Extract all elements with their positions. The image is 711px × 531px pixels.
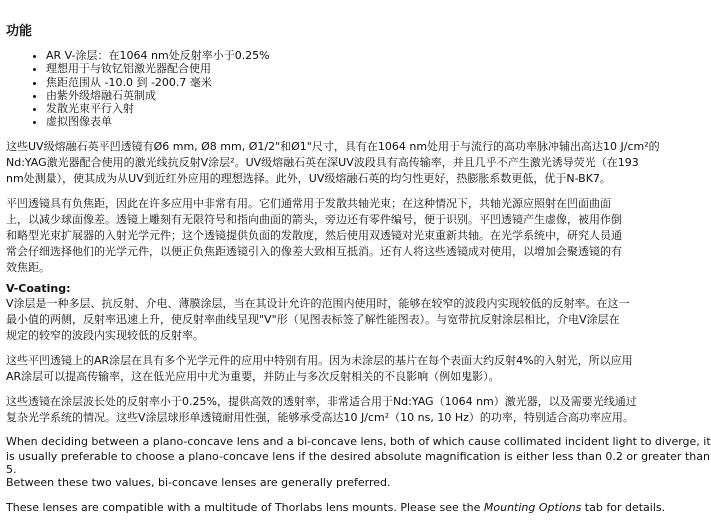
mounting-options-link[interactable]: Mounting Options	[483, 501, 582, 514]
text-line: 这些UV级熔融石英平凹透镜有Ø6 mm, Ø8 mm, Ø1/2"和Ø1"尺寸，具有在1064 nm处用于与流行的高功率脉冲辅出高达10 J/cm²的	[6, 140, 660, 153]
text-line: 最小值的两侧，反射率迅速上升，使反射率曲线呈现"V"形（见图表标签了解性能图表）。与宽带抗反射涂层相比，介电V涂层在	[6, 313, 620, 326]
text-line: is usually preferable to choose a plano-concave lens if the desired absolute magnification is either less than 0.2 or greater than	[6, 450, 710, 463]
text-line: When deciding between a plano-concave lens and a bi-concave lens, both of which cause collimated incident light to diverge, it	[6, 435, 711, 448]
paragraph-mounts	[6, 500, 665, 516]
list-item: • AR V-涂层：在1064 nm处反射率小于0.25%	[46, 49, 270, 62]
section-heading-v-coating: V-Coating:	[6, 282, 71, 295]
text-line: 这些平凹透镜上的AR涂层在具有多个光学元件的应用中特别有用。因为未涂层的基片在每个表面大约反射4%的入射光，所以应用	[6, 354, 633, 367]
text-line: 和略型光束扩展器的入射光学元件；这个透镜提供负面的发散度，然后使用双透镜对光束重新共轴。在光学系统中，研究人员通	[6, 229, 622, 242]
text-line: AR涂层可以提高传输率，这在低光应用中尤为重要，并防止与多次反射相关的不良影响（例如鬼影）。	[6, 370, 500, 383]
text-line: 复杂光学系统的情况。这些V涂层球形单透镜耐用性强，能够承受高达10 J/cm²（10 ns, 10 Hz）的功率，特别适合高功率应用。	[6, 411, 634, 424]
list-item: • 发散光束平行入射	[46, 102, 270, 115]
text-line: 常会仔细选择他们的光学元件，以便正负焦距透镜引入的像差大致相互抵消。还有人将这些透镜成对使用，以增加会聚透镜的有	[6, 245, 622, 258]
text-line: nm处测量），使其成为从UV到近红外应用的理想选择。此外，UV级熔融石英的均匀性更好，热膨胀系数更低，优于N-BK7。	[6, 172, 611, 185]
page-title: 功能	[6, 24, 33, 39]
list-item: • 虚拟图像表单	[46, 115, 270, 128]
text-line: 这些透镜在涂层波长处的反射率小于0.25%，提供高效的透射率，非常适合用于Nd:YAG（1064 nm）激光器，以及需要光线通过	[6, 395, 637, 408]
text-line: Between these two values, bi-concave lenses are generally preferred.	[6, 476, 391, 489]
list-item: • 理想用于与钕钇铝激光器配合使用	[46, 62, 270, 75]
text-line: Nd:YAG激光器配合使用的激光线抗反射V涂层²。UV级熔融石英在深UV波段具有高传输率，并且几乎不产生激光诱导荧光（在193	[6, 156, 639, 169]
text-line: 5.	[6, 463, 17, 476]
text-line: V涂层是一种多层、抗反射、介电、薄膜涂层，当在其设计允许的范围内使用时，能够在较窄的波段内实现较低的反射率。在这一	[6, 297, 630, 310]
list-item: • 焦距范围从 -10.0 到 -200.7 毫米	[46, 76, 270, 89]
feature-list	[6, 49, 270, 129]
text-line: 效焦距。	[6, 261, 50, 274]
text-line: 规定的较窄的波段内实现较低的反射率。	[6, 329, 204, 342]
list-item: • 由紫外级熔融石英制成	[46, 89, 270, 102]
text-line: 上，以减少球面像差。透镜上雕刻有无限符号和指向曲面的箭头，旁边还有零件编号，便于识别。平凹透镜产生虚像，被用作倒	[6, 213, 622, 226]
mounts-text-before: These lenses are compatible with a multitude of Thorlabs lens mounts. Please see the	[6, 501, 484, 514]
text-line: 平凹透镜具有负焦距，因此在许多应用中非常有用。它们通常用于发散共轴光束；在这种情况下，共轴光源应照射在凹面曲面	[6, 197, 611, 210]
mounts-text-after: tab for details.	[581, 501, 666, 514]
